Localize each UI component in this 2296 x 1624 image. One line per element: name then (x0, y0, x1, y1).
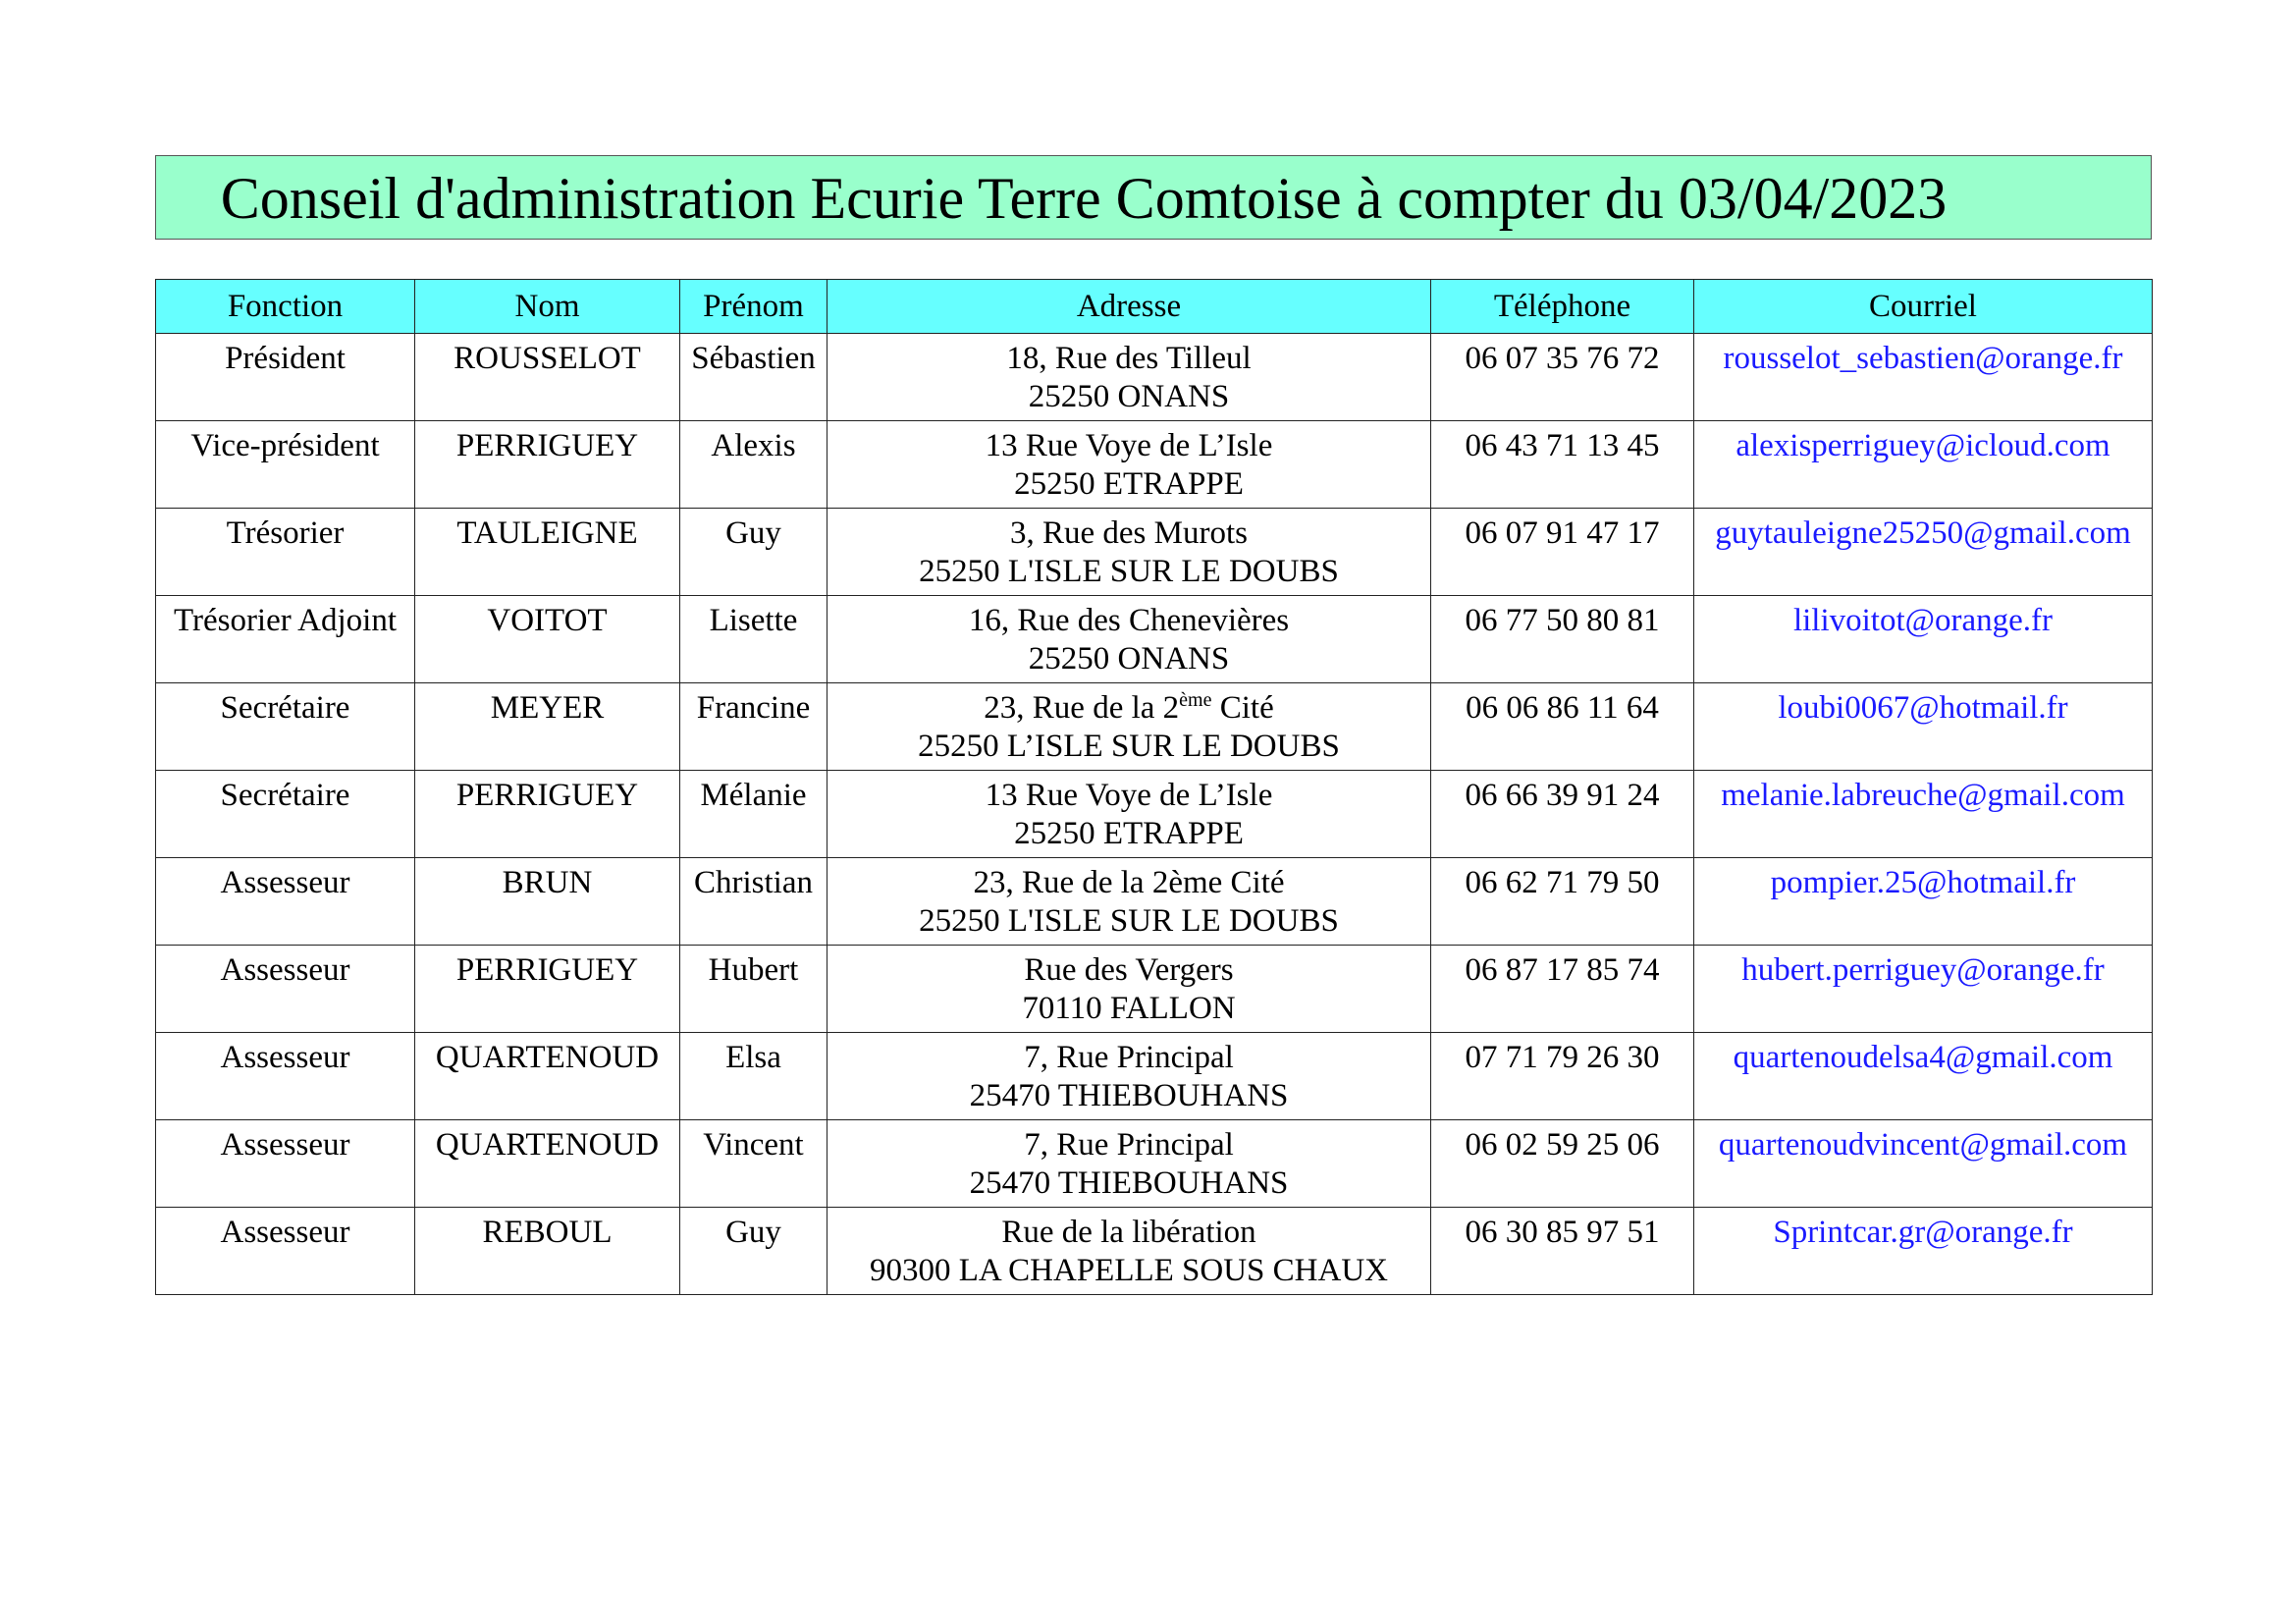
address-city: 25250 L’ISLE SUR LE DOUBS (918, 729, 1340, 764)
cell-nom: PERRIGUEY (415, 421, 680, 509)
cell-prenom: Christian (680, 858, 828, 946)
cell-nom: VOITOT (415, 596, 680, 683)
address-city: 25250 ONANS (1028, 379, 1230, 414)
email-link[interactable]: quartenoudvincent@gmail.com (1694, 1120, 2153, 1208)
address-city: 90300 LA CHAPELLE SOUS CHAUX (869, 1253, 1389, 1288)
cell-nom: BRUN (415, 858, 680, 946)
cell-fonction: Trésorier (156, 509, 415, 596)
address-city: 25250 ETRAPPE (1014, 816, 1244, 851)
cell-fonction: Assesseur (156, 1120, 415, 1208)
address-street: 7, Rue Principal (1024, 1040, 1234, 1075)
email-link[interactable]: Sprintcar.gr@orange.fr (1694, 1208, 2153, 1295)
cell-fonction: Président (156, 334, 415, 421)
address-city: 25250 L'ISLE SUR LE DOUBS (919, 554, 1339, 589)
cell-telephone: 06 06 86 11 64 (1431, 683, 1694, 771)
table-row (156, 683, 2153, 771)
cell-nom: TAULEIGNE (415, 509, 680, 596)
email-link[interactable]: loubi0067@hotmail.fr (1694, 683, 2153, 771)
address-street (829, 689, 1428, 728)
address-city: 25470 THIEBOUHANS (969, 1078, 1289, 1113)
cell-prenom: Sébastien (680, 334, 828, 421)
cell-adresse (828, 509, 1431, 596)
table-row (156, 771, 2153, 858)
cell-prenom: Guy (680, 509, 828, 596)
cell-telephone: 06 07 35 76 72 (1431, 334, 1694, 421)
cell-prenom: Alexis (680, 421, 828, 509)
address-street-end: Cité (1211, 690, 1274, 726)
cell-fonction: Assesseur (156, 946, 415, 1033)
cell-fonction: Assesseur (156, 1208, 415, 1295)
table-header-row (156, 280, 2153, 334)
cell-adresse (828, 421, 1431, 509)
address-street: Rue de la libération (1001, 1215, 1256, 1250)
header-fonction: Fonction (156, 280, 415, 334)
table-row (156, 946, 2153, 1033)
cell-prenom: Francine (680, 683, 828, 771)
address-city: 25250 L'ISLE SUR LE DOUBS (919, 903, 1339, 939)
cell-adresse (828, 683, 1431, 771)
cell-prenom: Hubert (680, 946, 828, 1033)
cell-adresse (828, 858, 1431, 946)
header-courriel: Courriel (1694, 280, 2153, 334)
cell-adresse (828, 596, 1431, 683)
address-street: 13 Rue Voye de L’Isle (985, 778, 1273, 813)
board-members-table (155, 279, 2153, 1295)
cell-telephone: 06 77 50 80 81 (1431, 596, 1694, 683)
address-city: 25250 ETRAPPE (1014, 466, 1244, 502)
email-link[interactable]: hubert.perriguey@orange.fr (1694, 946, 2153, 1033)
cell-nom: MEYER (415, 683, 680, 771)
cell-adresse (828, 1120, 1431, 1208)
cell-telephone: 06 07 91 47 17 (1431, 509, 1694, 596)
page-title: Conseil d'administration Ecurie Terre Comtoise à compter du 03/04/2023 (220, 166, 1948, 231)
cell-prenom: Vincent (680, 1120, 828, 1208)
email-link[interactable]: rousselot_sebastien@orange.fr (1694, 334, 2153, 421)
table-row (156, 858, 2153, 946)
email-link[interactable]: alexisperriguey@icloud.com (1694, 421, 2153, 509)
cell-telephone: 06 87 17 85 74 (1431, 946, 1694, 1033)
cell-prenom: Mélanie (680, 771, 828, 858)
table-row (156, 509, 2153, 596)
cell-nom: PERRIGUEY (415, 771, 680, 858)
cell-adresse (828, 771, 1431, 858)
address-street: 16, Rue des Chenevières (968, 603, 1290, 638)
email-link[interactable]: lilivoitot@orange.fr (1694, 596, 2153, 683)
table-row (156, 421, 2153, 509)
cell-adresse (828, 1033, 1431, 1120)
header-nom: Nom (415, 280, 680, 334)
cell-telephone: 06 30 85 97 51 (1431, 1208, 1694, 1295)
address-street: 18, Rue des Tilleul (1006, 341, 1252, 376)
header-telephone: Téléphone (1431, 280, 1694, 334)
address-street-start: 23, Rue de la 2 (984, 690, 1180, 726)
email-link[interactable]: melanie.labreuche@gmail.com (1694, 771, 2153, 858)
cell-fonction: Assesseur (156, 1033, 415, 1120)
cell-fonction: Assesseur (156, 858, 415, 946)
title-banner (155, 155, 2152, 240)
cell-nom: REBOUL (415, 1208, 680, 1295)
ordinal-suffix: ème (1179, 689, 1212, 711)
cell-telephone: 06 02 59 25 06 (1431, 1120, 1694, 1208)
table-row (156, 1033, 2153, 1120)
cell-prenom: Guy (680, 1208, 828, 1295)
table-row (156, 596, 2153, 683)
cell-nom: QUARTENOUD (415, 1033, 680, 1120)
cell-nom: QUARTENOUD (415, 1120, 680, 1208)
cell-adresse (828, 334, 1431, 421)
cell-telephone: 06 66 39 91 24 (1431, 771, 1694, 858)
cell-nom: ROUSSELOT (415, 334, 680, 421)
cell-telephone: 06 43 71 13 45 (1431, 421, 1694, 509)
address-city: 70110 FALLON (1022, 991, 1236, 1026)
cell-adresse (828, 946, 1431, 1033)
cell-fonction: Trésorier Adjoint (156, 596, 415, 683)
address-city: 25470 THIEBOUHANS (969, 1165, 1289, 1201)
address-city: 25250 ONANS (1028, 641, 1230, 677)
table-row (156, 334, 2153, 421)
address-street: 13 Rue Voye de L’Isle (985, 428, 1273, 463)
cell-prenom: Lisette (680, 596, 828, 683)
email-link[interactable]: pompier.25@hotmail.fr (1694, 858, 2153, 946)
address-street: Rue des Vergers (1024, 952, 1234, 988)
cell-telephone: 06 62 71 79 50 (1431, 858, 1694, 946)
cell-fonction: Secrétaire (156, 683, 415, 771)
cell-adresse (828, 1208, 1431, 1295)
cell-fonction: Vice-président (156, 421, 415, 509)
address-street: 3, Rue des Murots (1010, 515, 1248, 551)
email-link[interactable]: guytauleigne25250@gmail.com (1694, 509, 2153, 596)
cell-nom: PERRIGUEY (415, 946, 680, 1033)
address-street: 23, Rue de la 2ème Cité (973, 865, 1285, 900)
table-row (156, 1120, 2153, 1208)
table-row (156, 1208, 2153, 1295)
header-prenom: Prénom (680, 280, 828, 334)
address-street: 7, Rue Principal (1024, 1127, 1234, 1163)
header-adresse: Adresse (828, 280, 1431, 334)
cell-telephone: 07 71 79 26 30 (1431, 1033, 1694, 1120)
cell-prenom: Elsa (680, 1033, 828, 1120)
email-link[interactable]: quartenoudelsa4@gmail.com (1694, 1033, 2153, 1120)
cell-fonction: Secrétaire (156, 771, 415, 858)
